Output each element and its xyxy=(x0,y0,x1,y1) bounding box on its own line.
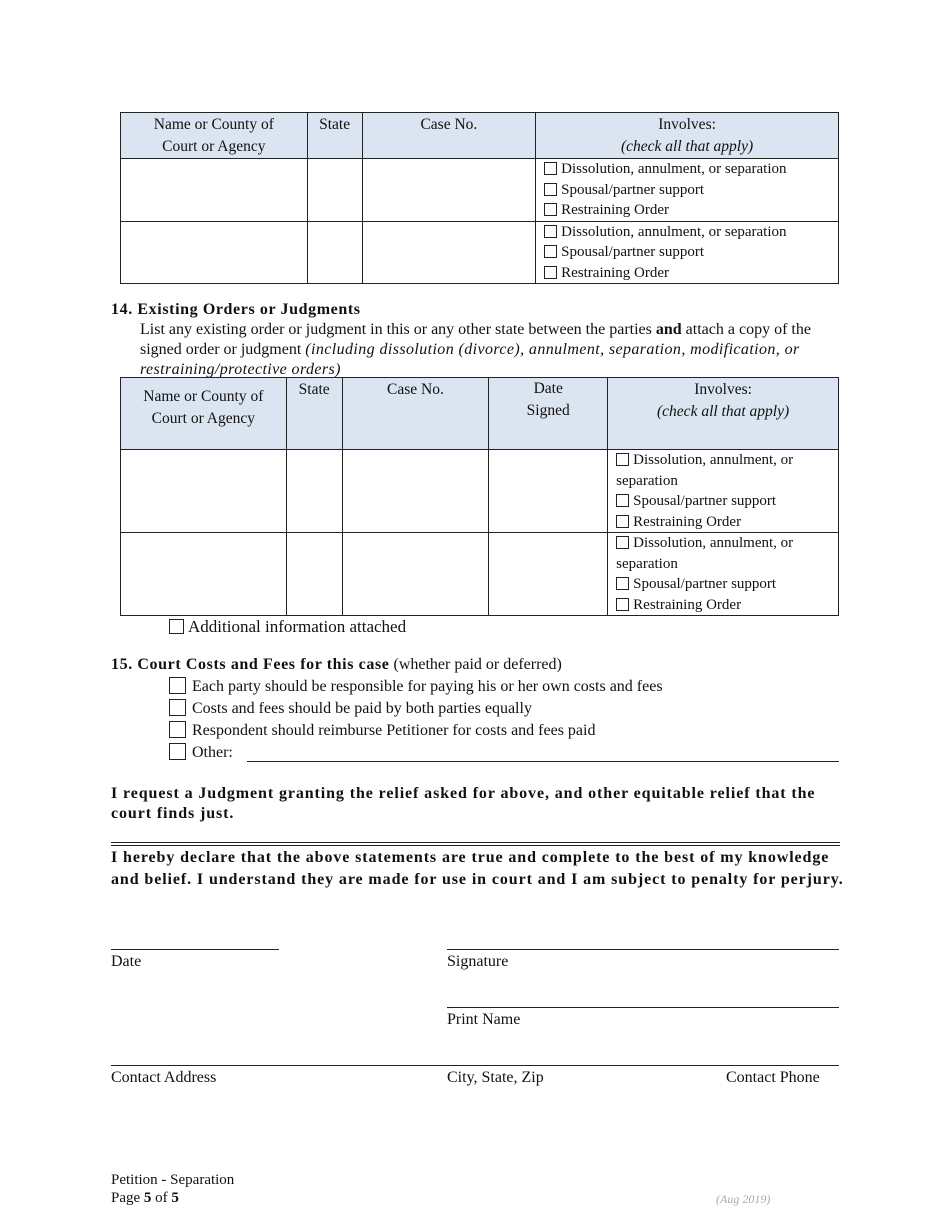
state-cell[interactable] xyxy=(307,221,362,284)
option-spousal-support[interactable]: Spousal/partner support xyxy=(608,574,838,595)
declaration: I hereby declare that the above statements are true and complete to the best of my knowledge and belief. I understand they are made for use in court and I am subject to penalty for perjury. xyxy=(111,849,844,888)
checkbox[interactable] xyxy=(616,577,629,590)
section-14-intro: List any existing order or judgment in this or any other state between the parties and attach a copy of the signed order or judgment (including dissolution (divorce), annulment, separation, modification, or restraining/protective orders) xyxy=(140,321,811,378)
checkbox[interactable] xyxy=(169,677,186,694)
state-cell[interactable] xyxy=(286,450,342,533)
checkbox[interactable] xyxy=(616,515,629,528)
option-dissolution[interactable]: Dissolution, annulment, or separation xyxy=(536,159,838,180)
cost-option-own[interactable]: Each party should be responsible for paying his or her own costs and fees xyxy=(169,677,663,696)
involves-label: Involves: xyxy=(658,116,716,133)
checkbox[interactable] xyxy=(616,453,629,466)
cost-option-equal[interactable]: Costs and fees should be paid by both parties equally xyxy=(169,699,532,718)
double-rule-top xyxy=(111,842,840,843)
state-cell[interactable] xyxy=(286,533,342,616)
table-row xyxy=(121,533,839,616)
table-row xyxy=(121,450,839,533)
involves-cell xyxy=(608,450,839,533)
option-spousal-support[interactable]: Spousal/partner support xyxy=(536,180,838,201)
involves-cell xyxy=(536,159,839,222)
option-restraining-order[interactable]: Restraining Order xyxy=(536,200,838,221)
print-name-label: Print Name xyxy=(447,1011,521,1028)
case-no-cell[interactable] xyxy=(342,450,489,533)
city-state-zip-label: City, State, Zip xyxy=(447,1069,544,1086)
involves-cell xyxy=(536,221,839,284)
signature-line[interactable] xyxy=(447,949,839,950)
additional-info-option[interactable] xyxy=(169,617,406,637)
option-spousal-support[interactable]: Spousal/partner support xyxy=(536,242,838,263)
prior-cases-table xyxy=(120,112,839,284)
existing-orders-table xyxy=(120,377,839,616)
option-spousal-support[interactable]: Spousal/partner support xyxy=(608,491,838,512)
section-15-title: 15. Court Costs and Fees for this case xyxy=(111,656,390,673)
contact-address-label: Contact Address xyxy=(111,1069,217,1086)
col-header-involves xyxy=(536,113,839,159)
col-header-case-no: Case No. xyxy=(342,378,489,450)
involves-label: Involves: xyxy=(694,381,752,398)
court-cell[interactable] xyxy=(121,450,287,533)
relief-request: I request a Judgment granting the relief asked for above, and other equitable relief that the court finds just. xyxy=(111,785,816,822)
date-label: Date xyxy=(111,953,142,970)
checkbox[interactable] xyxy=(544,203,557,216)
checkbox[interactable] xyxy=(544,225,557,238)
option-dissolution[interactable]: Dissolution, annulment, or separation xyxy=(616,535,794,572)
involves-sub: (check all that apply) xyxy=(621,138,754,155)
involves-cell xyxy=(608,533,839,616)
form-name: Petition - Separation xyxy=(111,1172,235,1188)
option-restraining-order[interactable]: Restraining Order xyxy=(608,595,838,616)
checkbox[interactable] xyxy=(544,245,557,258)
date-line[interactable] xyxy=(111,949,279,950)
checkbox[interactable] xyxy=(616,536,629,549)
signature-label: Signature xyxy=(447,953,509,970)
section-15-subtitle: (whether paid or deferred) xyxy=(389,656,562,673)
checkbox[interactable] xyxy=(544,162,557,175)
option-dissolution[interactable]: Dissolution, annulment, or separation xyxy=(536,222,838,243)
state-cell[interactable] xyxy=(307,159,362,222)
table-row xyxy=(121,221,839,284)
page-number: Page 5 of 5 xyxy=(111,1190,179,1206)
checkbox[interactable] xyxy=(169,721,186,738)
case-no-cell[interactable] xyxy=(342,533,489,616)
checkbox[interactable] xyxy=(169,743,186,760)
date-signed-cell[interactable] xyxy=(489,450,608,533)
court-cell[interactable] xyxy=(121,221,308,284)
checkbox[interactable] xyxy=(616,494,629,507)
col-header-case-no: Case No. xyxy=(362,113,536,159)
contact-phone-label: Contact Phone xyxy=(726,1069,820,1086)
option-restraining-order[interactable]: Restraining Order xyxy=(536,263,838,284)
revision-date: (Aug 2019) xyxy=(716,1192,771,1206)
col-header-court: Name or County of Court or Agency xyxy=(121,378,287,450)
additional-info-label: Additional information attached xyxy=(188,617,407,636)
print-name-line[interactable] xyxy=(447,1007,839,1008)
court-cell[interactable] xyxy=(121,533,287,616)
court-cell[interactable] xyxy=(121,159,308,222)
other-input-line[interactable] xyxy=(247,761,839,762)
cost-option-other[interactable]: Other: xyxy=(169,743,233,762)
double-rule-bottom xyxy=(111,845,840,846)
section-15-heading xyxy=(111,656,562,674)
checkbox[interactable] xyxy=(616,598,629,611)
case-no-cell[interactable] xyxy=(362,221,536,284)
col-header-court: Name or County of Court or Agency xyxy=(121,113,308,159)
option-restraining-order[interactable]: Restraining Order xyxy=(608,512,838,533)
col-header-date-signed: Date Signed xyxy=(489,378,608,450)
date-signed-cell[interactable] xyxy=(489,533,608,616)
case-no-cell[interactable] xyxy=(362,159,536,222)
contact-line[interactable] xyxy=(111,1065,839,1066)
checkbox[interactable] xyxy=(169,619,184,634)
cost-option-reimburse[interactable]: Respondent should reimburse Petitioner for costs and fees paid xyxy=(169,721,595,740)
checkbox[interactable] xyxy=(544,183,557,196)
col-header-state: State xyxy=(286,378,342,450)
option-dissolution[interactable]: Dissolution, annulment, or separation xyxy=(616,452,794,489)
section-14-title: 14. Existing Orders or Judgments xyxy=(111,301,361,318)
table-row xyxy=(121,159,839,222)
checkbox[interactable] xyxy=(544,266,557,279)
involves-sub: (check all that apply) xyxy=(657,403,790,420)
checkbox[interactable] xyxy=(169,699,186,716)
col-header-involves xyxy=(608,378,839,450)
col-header-state: State xyxy=(307,113,362,159)
